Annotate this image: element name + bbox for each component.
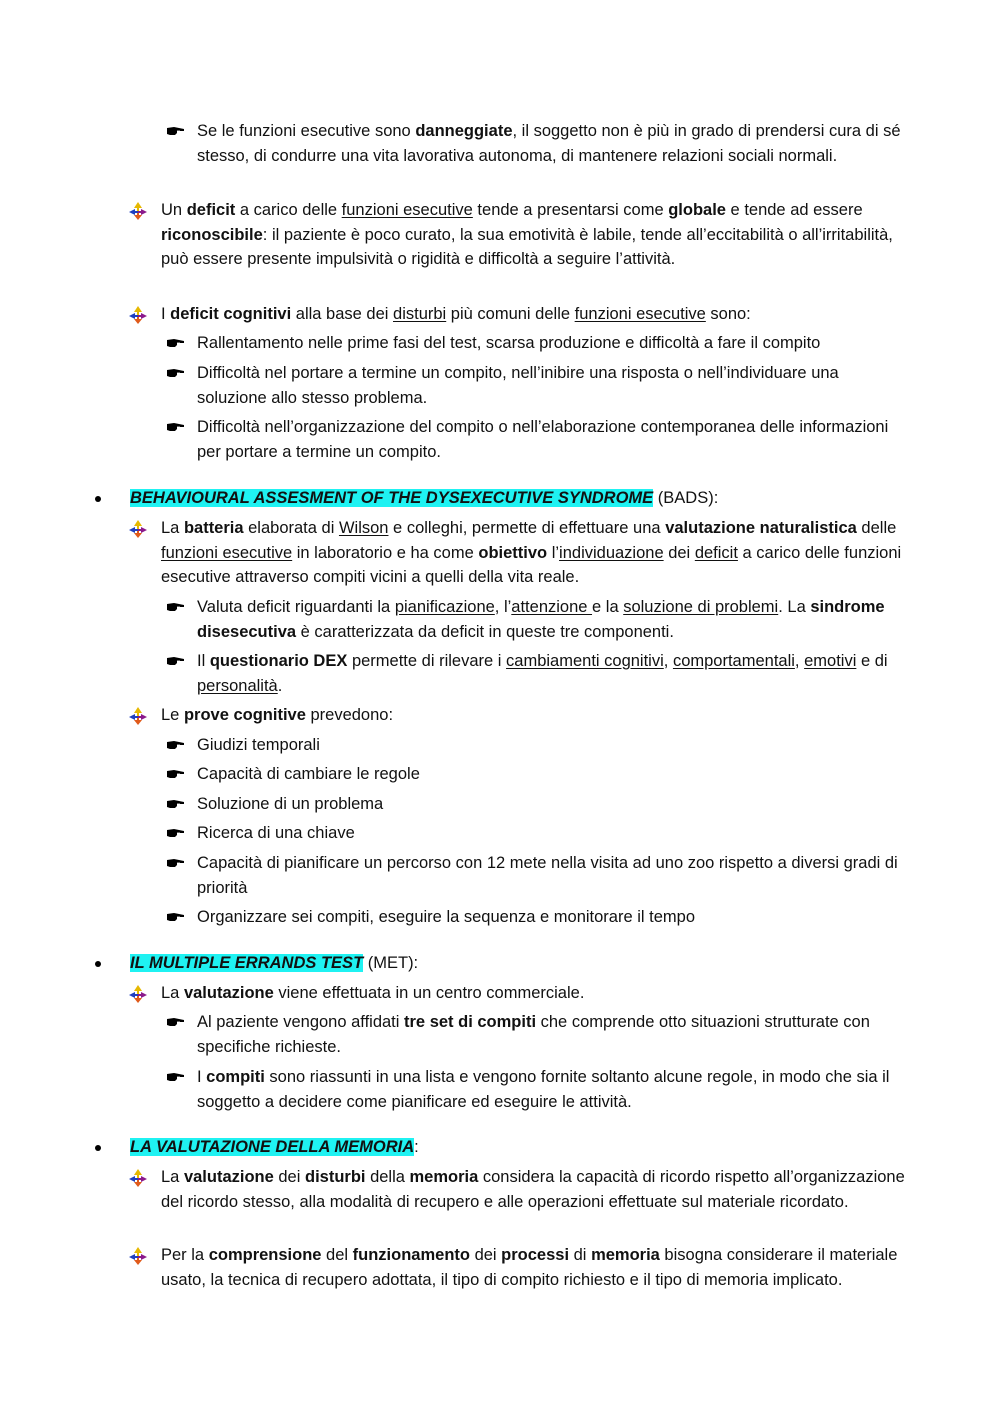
list-item <box>161 703 906 728</box>
paragraph-text: Difficoltà nel portare a termine un compito, nell’inibire una risposta o nell’individuare una soluzione allo stesso problema. <box>197 364 839 407</box>
section-heading <box>130 951 900 976</box>
pointing-hand-icon <box>166 1072 186 1083</box>
list-item <box>197 792 909 817</box>
pointing-hand-icon <box>166 769 186 780</box>
paragraph-text: Per la comprensione del funzionamento dei processi di memoria bisogna considerare il materiale usato, la tecnica di recupero adottata, il tipo di compito richiesto e il tipo di memoria implicato. <box>161 1246 898 1289</box>
paragraph-text: I deficit cognitivi alla base dei disturbi più comuni delle funzioni esecutive sono: <box>161 305 751 323</box>
arrow-cross-icon <box>128 706 148 726</box>
paragraph-text: Al paziente vengono affidati tre set di compiti che comprende otto situazioni strutturate con specifiche richieste. <box>197 1013 870 1056</box>
list-item <box>161 1243 906 1292</box>
pointing-hand-icon <box>166 740 186 751</box>
pointing-hand-icon <box>166 828 186 839</box>
paragraph-text: Soluzione di un problema <box>197 795 384 813</box>
pointing-hand-icon <box>166 602 186 613</box>
list-item <box>197 851 909 900</box>
paragraph-text: Capacità di pianificare un percorso con 12 mete nella visita ad uno zoo rispetto a diversi gradi di priorità <box>197 854 898 897</box>
paragraph-text: Il questionario DEX permette di rilevare i cambiamenti cognitivi, comportamentali, emotivi e di personalità. <box>197 652 888 695</box>
arrow-cross-icon <box>128 305 148 325</box>
pointing-hand-icon <box>166 799 186 810</box>
arrow-cross-icon <box>128 1246 148 1266</box>
arrow-cross-icon <box>128 519 148 539</box>
paragraph-text: La valutazione dei disturbi della memoria considera la capacità di ricordo rispetto all’organizzazione del ricordo stesso, alla modalità di recupero e alle operazioni effettuate sul materiale ricordato. <box>161 1168 905 1211</box>
paragraph-text: Ricerca di una chiave <box>197 824 355 842</box>
pointing-hand-icon <box>166 799 186 810</box>
pointing-hand-icon <box>166 1072 186 1083</box>
pointing-hand-icon <box>166 912 186 923</box>
pointing-hand-icon <box>166 338 186 349</box>
list-item <box>197 361 909 410</box>
list-item <box>197 595 909 644</box>
arrow-cross-icon <box>128 706 148 726</box>
paragraph-text: Capacità di cambiare le regole <box>197 765 420 783</box>
bullet-dot-icon <box>95 961 101 967</box>
section-heading <box>130 1135 900 1160</box>
list-item <box>197 762 909 787</box>
pointing-hand-icon <box>166 828 186 839</box>
arrow-cross-icon <box>128 201 148 221</box>
pointing-hand-icon <box>166 368 186 379</box>
pointing-hand-icon <box>166 422 186 433</box>
paragraph-text: Giudizi temporali <box>197 736 320 754</box>
pointing-hand-icon <box>166 126 186 137</box>
paragraph-text: La batteria elaborata di Wilson e colleghi, permette di effettuare una valutazione naturalistica delle funzioni esecutive in laboratorio e ha come obiettivo l’individuazione dei deficit a carico delle funzioni esecutive attraverso compiti vicini a quelli della vita reale. <box>161 519 902 586</box>
pointing-hand-icon <box>166 338 186 349</box>
section-heading <box>130 486 900 511</box>
arrow-cross-icon <box>128 201 148 221</box>
list-item <box>161 516 906 590</box>
arrow-cross-icon <box>128 1168 148 1188</box>
list-item <box>161 198 906 272</box>
pointing-hand-icon <box>166 656 186 667</box>
pointing-hand-icon <box>166 368 186 379</box>
pointing-hand-icon <box>166 769 186 780</box>
paragraph-text: I compiti sono riassunti in una lista e vengono fornite soltanto alcune regole, in modo che sia il soggetto a decidere come pianificare ed eseguire le attività. <box>197 1068 890 1111</box>
arrow-cross-icon <box>128 984 148 1004</box>
paragraph-text: La valutazione viene effettuata in un centro commerciale. <box>161 984 585 1002</box>
paragraph-text: Se le funzioni esecutive sono danneggiate, il soggetto non è più in grado di prendersi cura di sé stesso, di condurre una vita lavorativa autonoma, di mantenere relazioni sociali normali. <box>197 122 901 165</box>
list-item <box>161 302 906 327</box>
paragraph-text: Valuta deficit riguardanti la pianificazione, l’attenzione e la soluzione di problemi. La sindrome disesecutiva è caratterizzata da deficit in queste tre componenti. <box>197 598 885 641</box>
pointing-hand-icon <box>166 602 186 613</box>
list-item <box>197 821 909 846</box>
list-item <box>197 649 909 698</box>
pointing-hand-icon <box>166 656 186 667</box>
arrow-cross-icon <box>128 984 148 1004</box>
list-item <box>197 905 909 930</box>
pointing-hand-icon <box>166 1017 186 1028</box>
pointing-hand-icon <box>166 858 186 869</box>
heading-text: LA VALUTAZIONE DELLA MEMORIA: <box>130 1138 419 1156</box>
heading-text: IL MULTIPLE ERRANDS TEST (MET): <box>130 954 419 972</box>
paragraph-text: Le prove cognitive prevedono: <box>161 706 394 724</box>
list-item <box>197 331 909 356</box>
pointing-hand-icon <box>166 126 186 137</box>
list-item <box>197 119 909 168</box>
list-item <box>197 733 909 758</box>
list-item <box>161 981 906 1006</box>
bullet-dot-icon <box>95 496 101 502</box>
pointing-hand-icon <box>166 422 186 433</box>
heading-text: BEHAVIOURAL ASSESMENT OF THE DYSEXECUTIVE SYNDROME (BADS): <box>130 489 719 507</box>
paragraph-text: Difficoltà nell’organizzazione del compito o nell’elaborazione contemporanea delle informazioni per portare a termine un compito. <box>197 418 889 461</box>
paragraph-text: Rallentamento nelle prime fasi del test, scarsa produzione e difficoltà a fare il compito <box>197 334 821 352</box>
pointing-hand-icon <box>166 858 186 869</box>
arrow-cross-icon <box>128 305 148 325</box>
pointing-hand-icon <box>166 912 186 923</box>
list-item <box>161 1165 906 1214</box>
list-item <box>197 1065 909 1114</box>
arrow-cross-icon <box>128 1246 148 1266</box>
list-item <box>197 1010 909 1059</box>
arrow-cross-icon <box>128 1168 148 1188</box>
arrow-cross-icon <box>128 519 148 539</box>
list-item <box>197 415 909 464</box>
pointing-hand-icon <box>166 740 186 751</box>
paragraph-text: Organizzare sei compiti, eseguire la sequenza e monitorare il tempo <box>197 908 695 926</box>
bullet-dot-icon <box>95 1145 101 1151</box>
paragraph-text: Un deficit a carico delle funzioni esecutive tende a presentarsi come globale e tende ad essere riconoscibile: il paziente è poco curato, la sua emotività è labile, tende all’eccitabilità o all’irritabilità, può essere presente impulsività o rigidità e difficoltà a seguire l’attività. <box>161 201 893 268</box>
pointing-hand-icon <box>166 1017 186 1028</box>
